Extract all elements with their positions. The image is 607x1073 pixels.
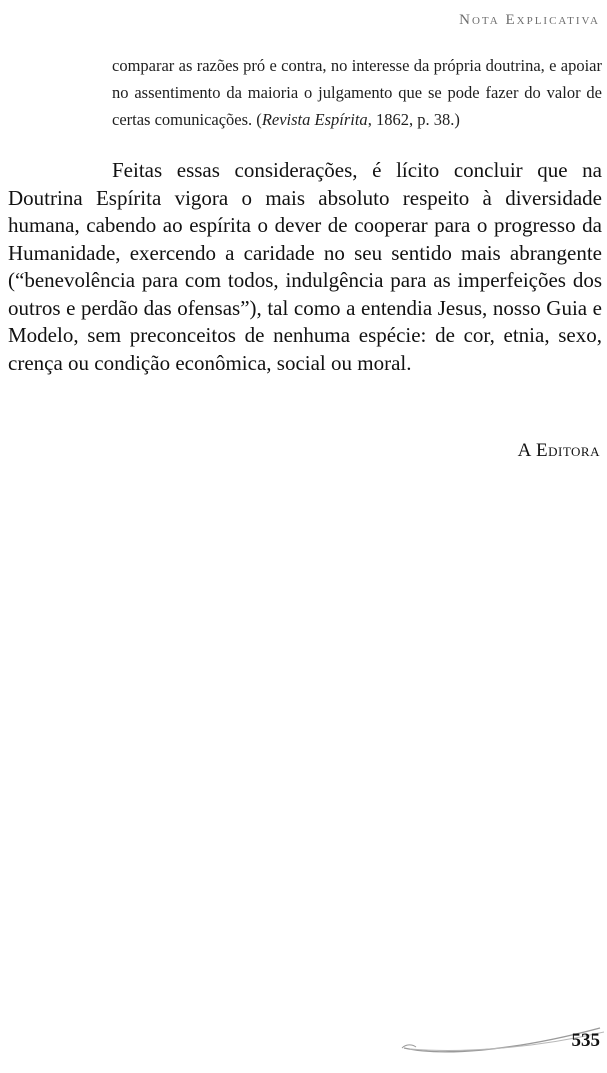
quote-text: comparar as razões pró e contra, no interesse da própria doutrina, e apoiar no assentimento da maioria o julgamento que se pode fazer do valor de certas comunicações. (	[112, 56, 602, 129]
page-number: 535	[571, 1030, 600, 1051]
quote-source-title: Revista Espírita	[261, 110, 368, 129]
quote-source-details: , 1862, p. 38.)	[367, 110, 460, 129]
quote-paragraph	[112, 52, 602, 133]
main-text	[8, 157, 602, 377]
body-paragraph: Feitas essas considerações, é lícito concluir que na Doutrina Espírita vigora o mais absoluto respeito à diversidade humana, cabendo ao espírita o dever de cooperar para o progresso da Humanidade, exercendo a caridade no seu sentido mais abrangente (“benevolência para com todos, indulgência para as imperfeições dos outros e perdão das ofensas”), tal como a entendia Jesus, nosso Guia e Modelo, sem preconceitos de nenhuma espécie: de cor, etnia, sexo, crença ou condição econômica, social ou moral.	[8, 158, 602, 375]
block-quote	[112, 52, 602, 133]
running-header: Nota Explicativa	[459, 12, 600, 28]
signature: A Editora	[517, 440, 600, 461]
